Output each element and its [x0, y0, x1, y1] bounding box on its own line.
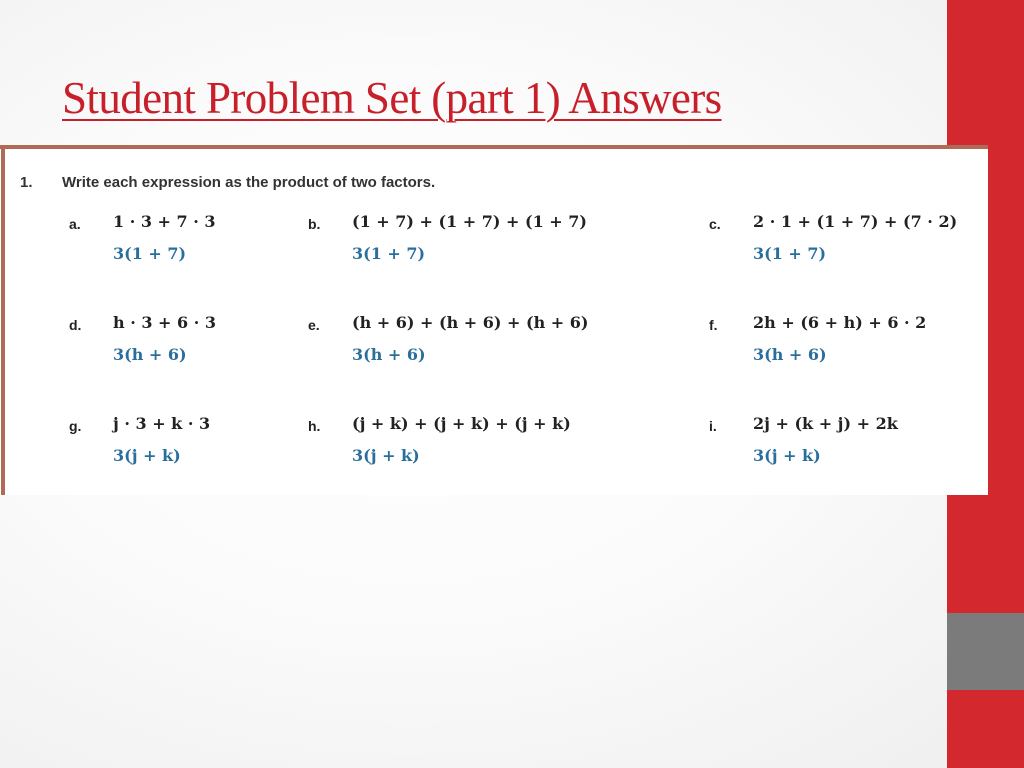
item-label: d. — [69, 317, 82, 333]
item-expression: j · 3 + k · 3 — [113, 414, 211, 433]
side-accent-red-bottom — [947, 690, 1024, 768]
item-label: c. — [709, 216, 721, 232]
item-answer: 3(1 + 7) — [753, 244, 827, 263]
panel-left-rule — [1, 149, 5, 495]
item-answer: 3(h + 6) — [113, 345, 187, 364]
item-label: g. — [69, 418, 82, 434]
panel-top-rule — [0, 145, 988, 149]
item-answer: 3(j + k) — [753, 446, 821, 465]
question-number: 1. — [20, 174, 33, 191]
item-answer: 3(h + 6) — [352, 345, 426, 364]
item-label: e. — [308, 317, 320, 333]
side-accent-gray — [947, 613, 1024, 690]
item-expression: 2h + (6 + h) + 6 · 2 — [753, 313, 927, 332]
item-label: b. — [308, 216, 321, 232]
item-label: f. — [709, 317, 718, 333]
slide-title: Student Problem Set (part 1) Answers — [62, 73, 722, 123]
item-expression: 2j + (k + j) + 2k — [753, 414, 898, 433]
item-expression: (h + 6) + (h + 6) + (h + 6) — [352, 313, 589, 332]
item-label: a. — [69, 216, 81, 232]
item-answer: 3(1 + 7) — [113, 244, 187, 263]
item-expression: (1 + 7) + (1 + 7) + (1 + 7) — [352, 212, 587, 231]
item-label: i. — [709, 418, 717, 434]
item-label: h. — [308, 418, 321, 434]
item-expression: h · 3 + 6 · 3 — [113, 313, 216, 332]
item-answer: 3(j + k) — [352, 446, 420, 465]
item-expression: 1 · 3 + 7 · 3 — [113, 212, 216, 231]
item-answer: 3(1 + 7) — [352, 244, 426, 263]
item-expression: (j + k) + (j + k) + (j + k) — [352, 414, 571, 433]
item-answer: 3(h + 6) — [753, 345, 827, 364]
item-answer: 3(j + k) — [113, 446, 181, 465]
item-expression: 2 · 1 + (1 + 7) + (7 · 2) — [753, 212, 958, 231]
question-instruction: Write each expression as the product of two factors. — [62, 174, 436, 191]
